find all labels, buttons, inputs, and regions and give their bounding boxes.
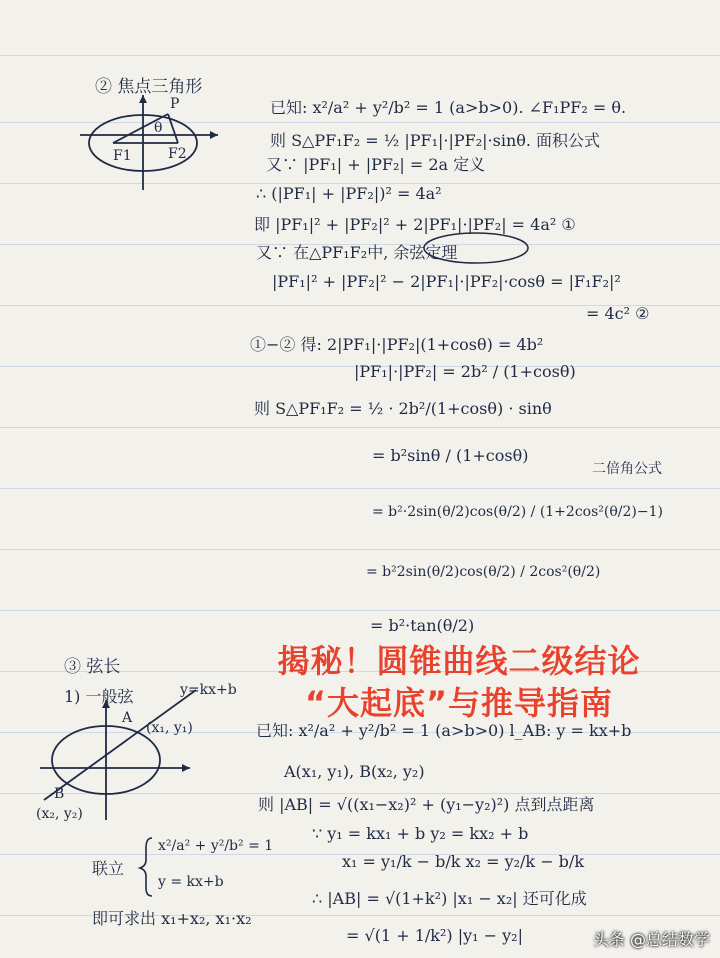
section-heading: ② 焦点三角形 xyxy=(95,77,203,97)
derivation-line: ∴ (|PF₁| + |PF₂|)² = 4a² xyxy=(256,184,442,203)
point-b-label: B xyxy=(54,786,65,802)
derivation-line: ∵ y₁ = kx₁ + b y₂ = kx₂ + b xyxy=(312,824,529,843)
derivation-line: x₁ = y₁/k − b/k x₂ = y₂/k − b/k xyxy=(342,852,585,871)
derivation-line: 即 |PF₁|² + |PF₂|² + 2|PF₁|·|PF₂| = 4a² ① xyxy=(254,215,576,234)
angle-label: θ xyxy=(154,120,163,136)
system-eq1: x²/a² + y²/b² = 1 xyxy=(158,838,274,854)
derivation-line: 已知: x²/a² + y²/b² = 1 (a>b>0). ∠F₁PF₂ = θ. xyxy=(270,98,627,117)
section-heading: ③ 弦长 xyxy=(64,657,121,677)
derivation-line: |PF₁|² + |PF₂|² − 2|PF₁|·|PF₂|·cosθ = |F₁F₂|² xyxy=(272,272,621,291)
footer-line: 即可求出 x₁+x₂, x₁·x₂ xyxy=(92,909,252,928)
focus-1-label: F1 xyxy=(113,148,132,164)
line-label: y=kx+b xyxy=(180,682,237,698)
point-a-label: A xyxy=(122,710,133,726)
derivation-line: 已知: x²/a² + y²/b² = 1 (a>b>0) l_AB: y = kx+b xyxy=(256,721,632,740)
overlay-title-line2: “大起底”与推导指南 xyxy=(304,684,614,722)
derivation-line: A(x₁, y₁), B(x₂, y₂) xyxy=(284,762,425,781)
overlay-title-line1: 揭秘！圆锥曲线二级结论 xyxy=(277,642,641,680)
derivation-line: 又∵ 在△PF₁F₂中, 余弦定理 xyxy=(256,243,458,262)
watermark: 头条 @总结数学 xyxy=(592,930,710,949)
derivation-line: 又∵ |PF₁| + |PF₂| = 2a 定义 xyxy=(266,155,486,174)
derivation-line: = b²·2sin(θ/2)cos(θ/2) / (1+2cos²(θ/2)−1) xyxy=(372,504,663,520)
derivation-line: = √(1 + 1/k²) |y₁ − y₂| xyxy=(346,926,523,945)
derivation-line: 则 S△PF₁F₂ = ½ |PF₁|·|PF₂|·sinθ. 面积公式 xyxy=(270,131,601,150)
focus-2-label: F2 xyxy=(168,146,187,162)
derivation-line: = 4c² ② xyxy=(586,304,650,323)
side-note: 二倍角公式 xyxy=(592,461,662,477)
x-axis-arrow xyxy=(182,764,190,772)
derivation-line: ①−② 得: 2|PF₁|·|PF₂|(1+cosθ) = 4b² xyxy=(250,335,544,354)
derivation-line: = b²sinθ / (1+cosθ) xyxy=(372,446,529,465)
system-eq2: y = kx+b xyxy=(158,874,224,890)
derivation-line: 则 |AB| = √((x₁−x₂)² + (y₁−y₂)²) 点到点距离 xyxy=(258,795,595,814)
derivation-line: |PF₁|·|PF₂| = 2b² / (1+cosθ) xyxy=(354,362,576,381)
point-a-coord: (x₁, y₁) xyxy=(146,720,193,736)
system-label: 联立 xyxy=(92,859,125,878)
derivation-line: = b²·tan(θ/2) xyxy=(370,616,475,635)
focal-triangle-diagram xyxy=(80,95,218,190)
point-p-label: P xyxy=(170,96,180,112)
pf2-line xyxy=(168,114,178,143)
derivation-line: = b²2sin(θ/2)cos(θ/2) / 2cos²(θ/2) xyxy=(366,564,601,580)
derivation-line: ∴ |AB| = √(1+k²) |x₁ − x₂| 还可化成 xyxy=(312,889,587,908)
point-b-coord: (x₂, y₂) xyxy=(36,806,83,822)
x-axis-arrow xyxy=(210,131,218,139)
section-subheading: 1) 一般弦 xyxy=(64,687,134,706)
derivation-line: 则 S△PF₁F₂ = ½ · 2b²/(1+cosθ) · sinθ xyxy=(254,399,552,418)
system-brace xyxy=(140,838,152,896)
